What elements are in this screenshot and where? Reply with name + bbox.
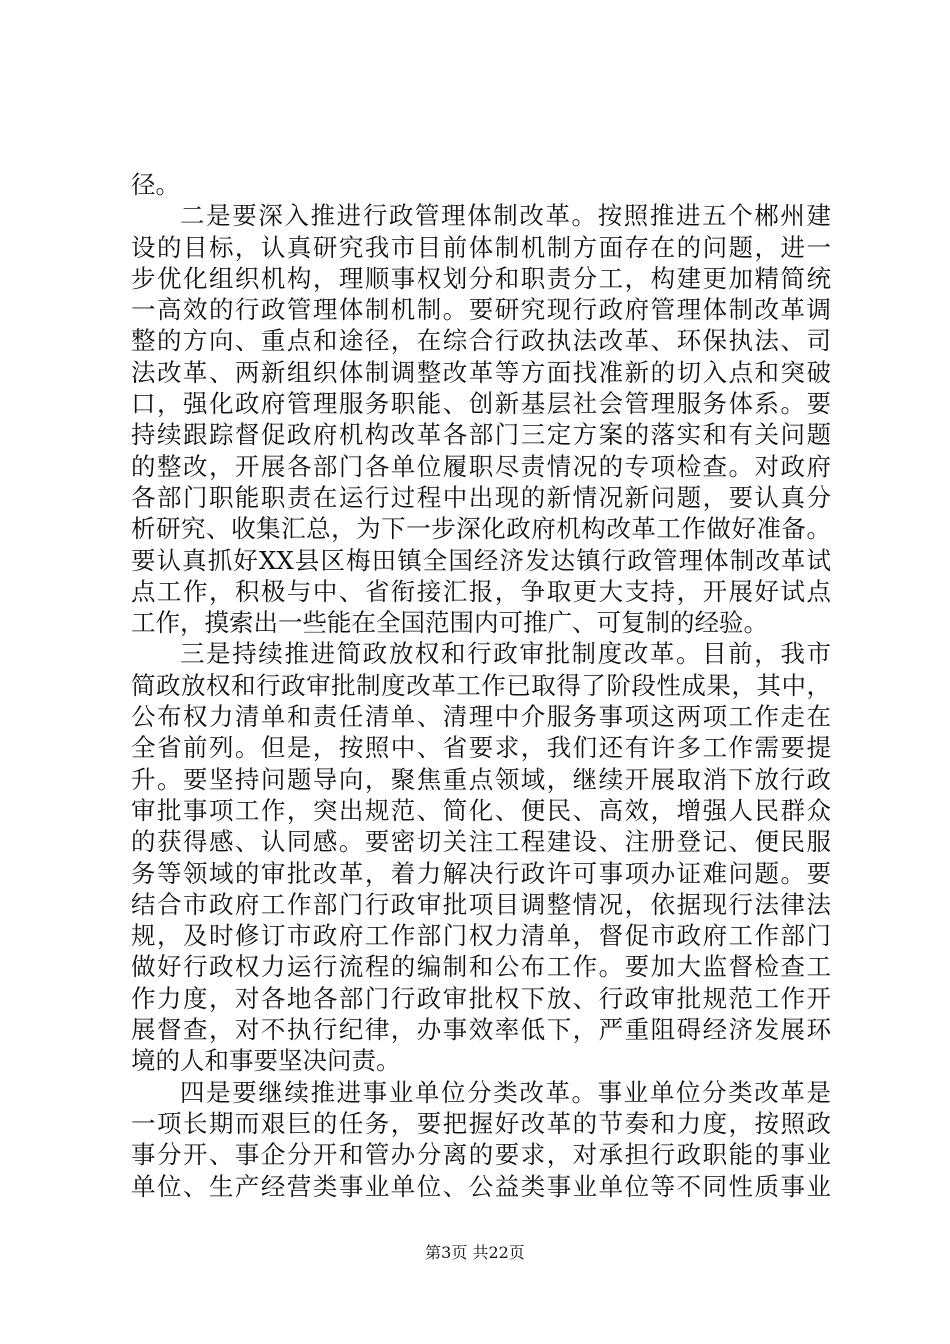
text-line: 步优化组织机构，理顺事权划分和职责分工，构建更加精简统	[131, 263, 831, 293]
text-line: 公布权力清单和责任清单、清理中介服务事项这两项工作走在	[131, 702, 831, 732]
text-line: 做好行政权力运行流程的编制和公布工作。要加大监督检查工	[131, 952, 831, 982]
text-line: 口，强化政府管理服务职能、创新基层社会管理服务体系。要	[131, 389, 831, 419]
paragraph-end-line: 工作，摸索出一些能在全国范围内可推广、可复制的经验。	[131, 608, 768, 638]
text-line: 一高效的行政管理体制机制。要研究现行政府管理体制改革调	[131, 295, 831, 325]
text-line: 各部门职能职责在运行过程中出现的新情况新问题，要认真分	[131, 482, 831, 512]
text-line: 升。要坚持问题导向，聚焦重点领域，继续开展取消下放行政	[131, 764, 831, 794]
text-line: 结合市政府工作部门行政审批项目调整情况，依据现行法律法	[131, 889, 831, 919]
body-text	[131, 169, 831, 1202]
text-line: 的获得感、认同感。要密切关注工程建设、注册登记、便民服	[131, 827, 831, 857]
text-line: 作力度，对各地各部门行政审批权下放、行政审批规范工作开	[131, 983, 831, 1013]
text-line: 规，及时修订市政府工作部门权力清单，督促市政府工作部门	[131, 921, 831, 951]
text-line: 展督查，对不执行纪律，办事效率低下，严重阻碍经济发展环	[131, 1015, 831, 1045]
text-line: 径。	[131, 170, 180, 199]
text-line: 全省前列。但是，按照中、省要求，我们还有许多工作需要提	[131, 733, 831, 763]
text-line: 审批事项工作，突出规范、简化、便民、高效，增强人民群众	[131, 795, 831, 825]
text-line: 整的方向、重点和途径，在综合行政执法改革、环保执法、司	[131, 326, 831, 356]
text-line: 要认真抓好XX县区梅田镇全国经济发达镇行政管理体制改革试	[131, 545, 831, 575]
text-line: 单位、生产经营类事业单位、公益类事业单位等不同性质事业	[131, 1171, 831, 1201]
text-line: 设的目标，认真研究我市目前体制机制方面存在的问题，进一	[131, 232, 831, 262]
page-number-label: 第3页 共22页	[425, 1243, 525, 1262]
text-line: 简政放权和行政审批制度改革工作已取得了阶段性成果，其中，	[131, 670, 831, 700]
page-footer	[0, 1243, 950, 1263]
text-line: 析研究、收集汇总，为下一步深化政府机构改革工作做好准备。	[131, 514, 831, 544]
paragraph-end-line: 境的人和事要坚决问责。	[131, 1046, 401, 1076]
text-line: 事分开、事企分开和管办分离的要求，对承担行政职能的事业	[131, 1140, 831, 1170]
text-line: 的整改，开展各部门各单位履职尽责情况的专项检查。对政府	[131, 451, 831, 481]
paragraph-start-line: 二是要深入推进行政管理体制改革。按照推进五个郴州建	[180, 201, 831, 231]
paragraph-start-line: 三是持续推进简政放权和行政审批制度改革。目前，我市	[180, 639, 831, 669]
text-line: 一项长期而艰巨的任务，要把握好改革的节奏和力度，按照政	[131, 1108, 831, 1138]
text-line: 持续跟踪督促政府机构改革各部门三定方案的落实和有关问题	[131, 420, 831, 450]
text-line: 务等领域的审批改革，着力解决行政许可事项办证难问题。要	[131, 858, 831, 888]
paragraph-start-line: 四是要继续推进事业单位分类改革。事业单位分类改革是	[180, 1077, 831, 1107]
text-line: 法改革、两新组织体制调整改革等方面找准新的切入点和突破	[131, 357, 831, 387]
text-line: 点工作，积极与中、省衔接汇报，争取更大支持，开展好试点	[131, 576, 831, 606]
